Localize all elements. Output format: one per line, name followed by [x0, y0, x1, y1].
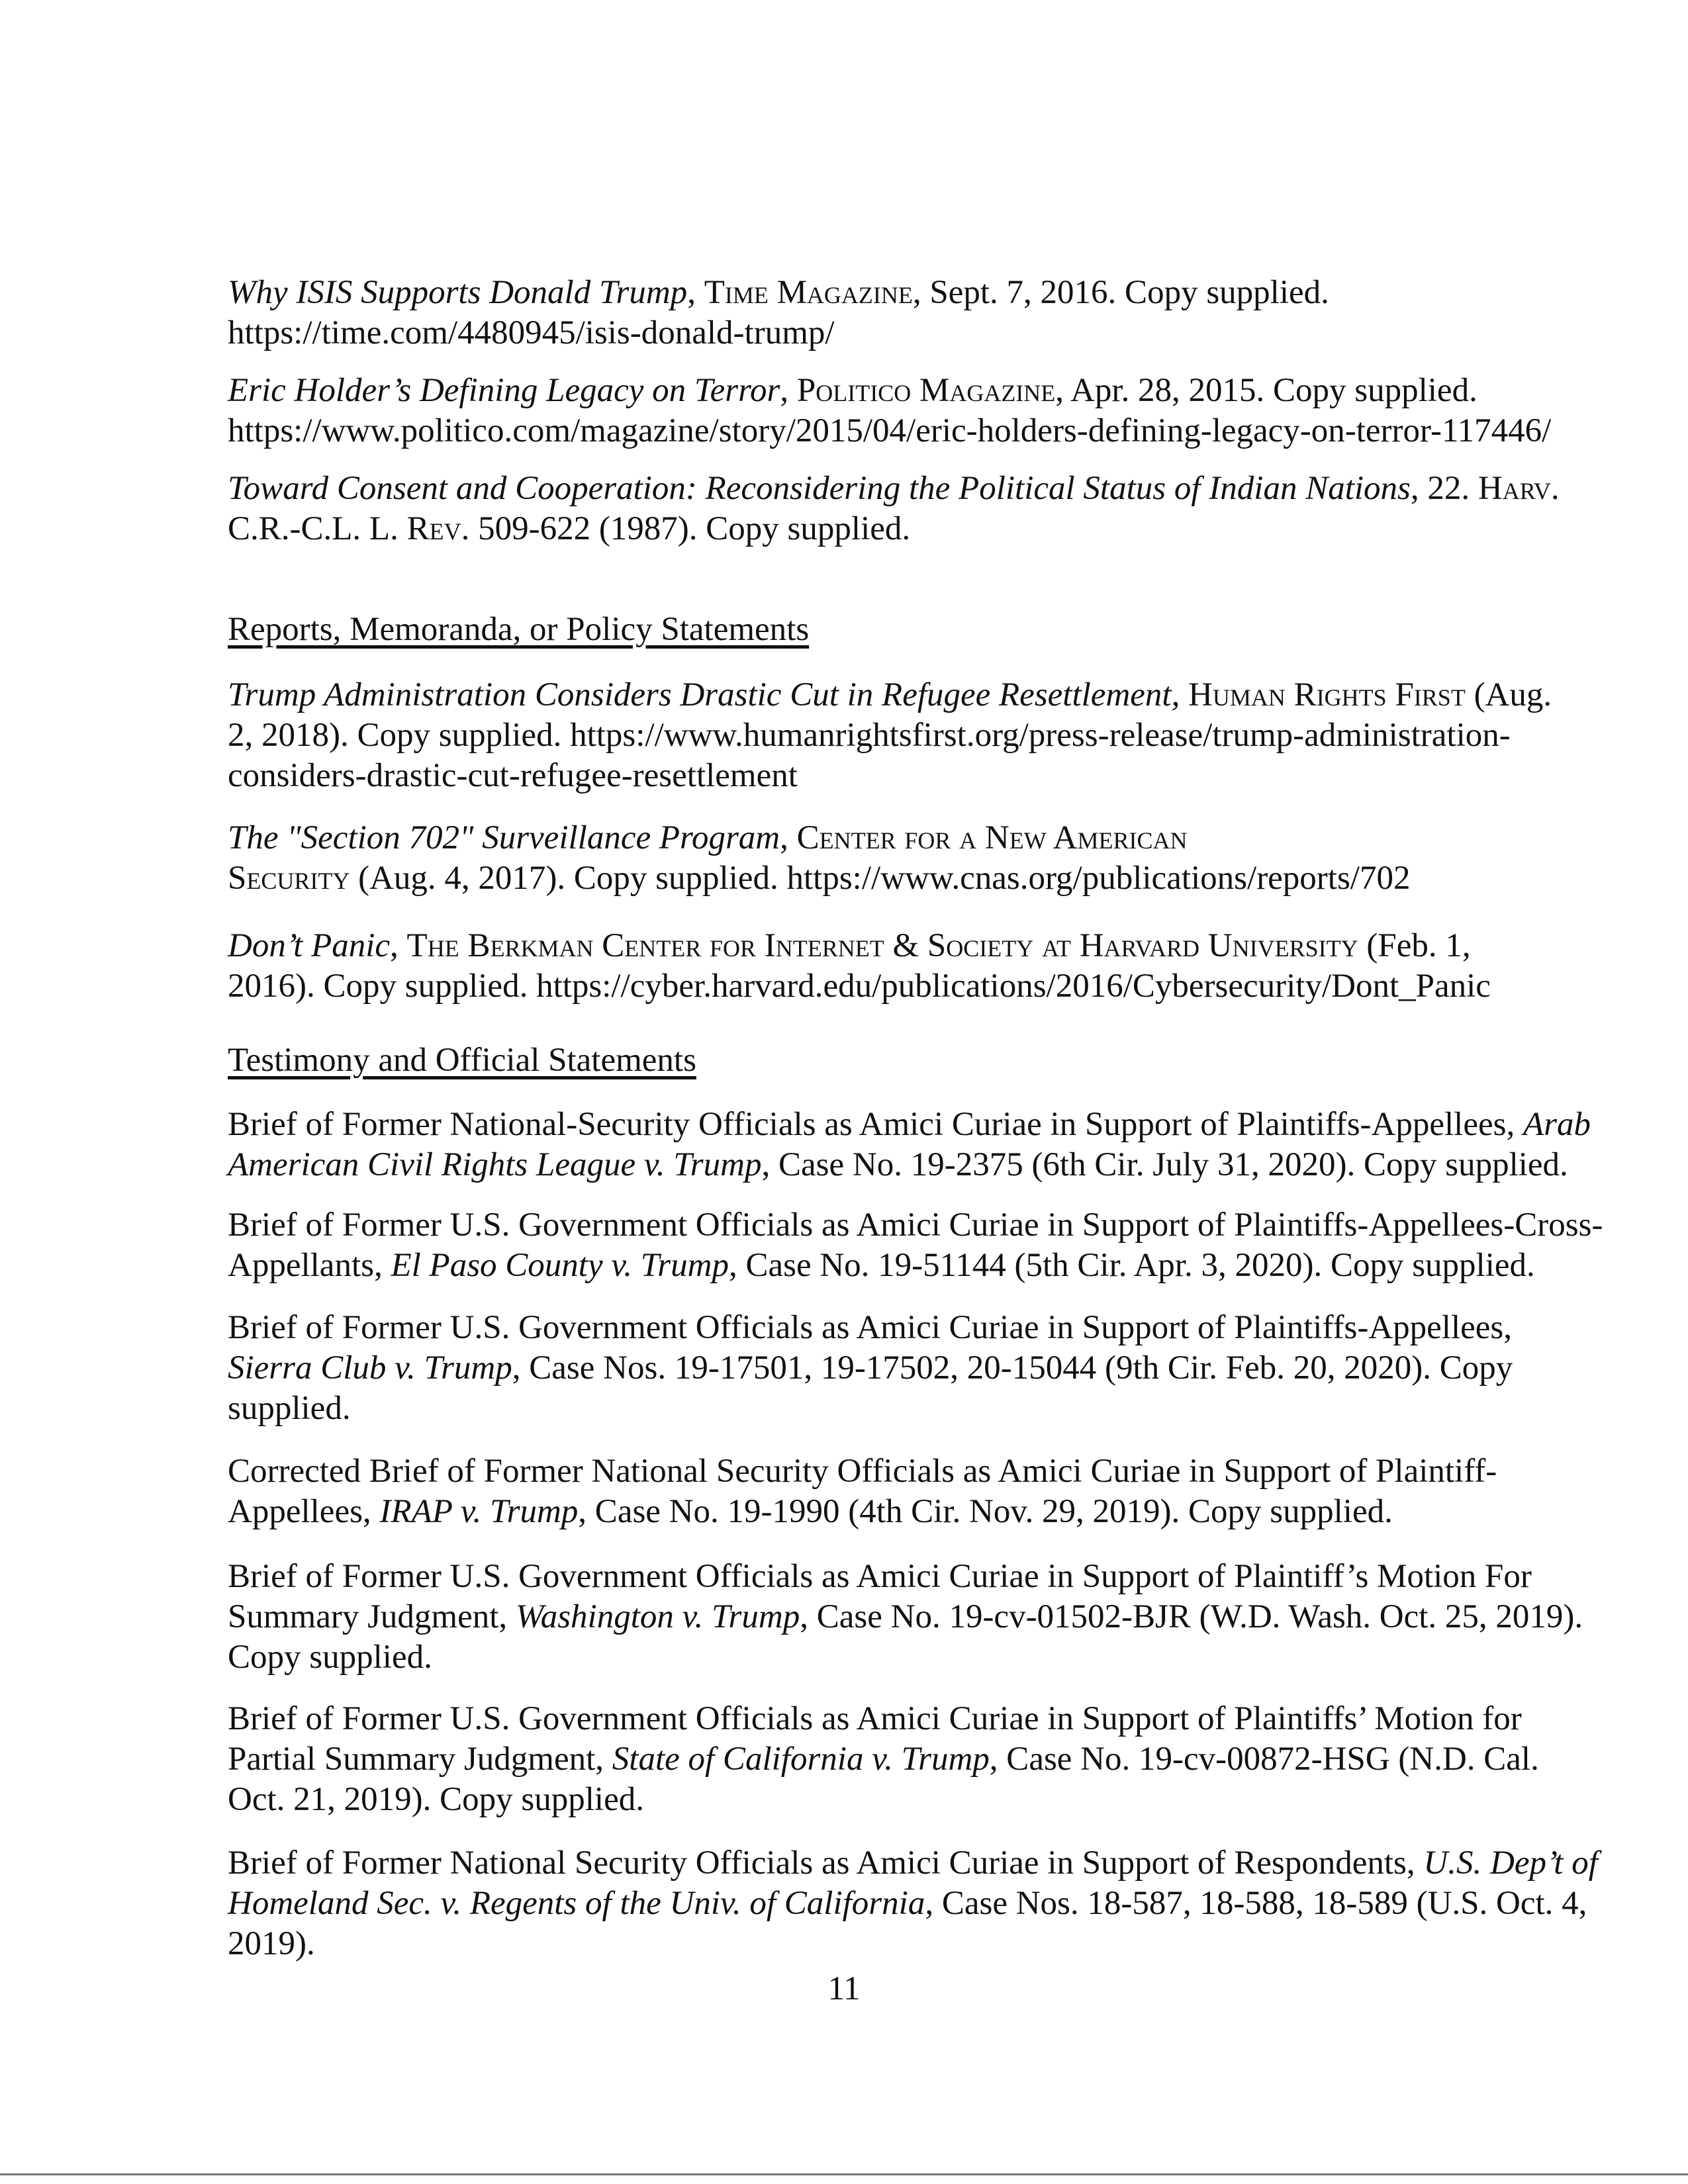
- citation-text: ,: [780, 819, 797, 856]
- citation-line: [228, 1924, 1598, 1964]
- citation-entry: [228, 675, 1552, 796]
- citation-text: , Case No. 19-1990 (4th Cir. Nov. 29, 2019). Copy supplied.: [578, 1493, 1393, 1530]
- citation-text: Brief of Former U.S. Government Officials as Amici Curiae in Support of Plaintiff’s Motion For: [228, 1558, 1532, 1595]
- citation-entry: [228, 1557, 1583, 1678]
- publisher-name: C.R.-C.L. L. Rev.: [228, 510, 470, 547]
- citation-text: 509-622 (1987). Copy supplied.: [469, 510, 911, 547]
- citation-entry: [228, 818, 1410, 899]
- citation-text: https://www.politico.com/magazine/story/2015/04/eric-holders-defining-legacy-on-terror-117446/: [228, 412, 1552, 449]
- citation-line: [228, 1843, 1598, 1884]
- citation-text: https://time.com/4480945/isis-donald-trump/: [228, 314, 835, 351]
- citation-text: ,: [780, 372, 797, 409]
- publisher-name: Harv.: [1477, 470, 1560, 507]
- citation-line: [228, 273, 1329, 313]
- citation-entry: [228, 1451, 1497, 1532]
- citation-line: [228, 1451, 1497, 1492]
- citation-text: , Case No. 19-cv-01502-BJR (W.D. Wash. Oct. 25, 2019).: [800, 1598, 1583, 1635]
- citation-line: [228, 926, 1491, 966]
- citation-line: [228, 1884, 1598, 1924]
- publisher-name: Time Magazine: [704, 274, 913, 311]
- citation-line: [228, 509, 1560, 549]
- citation-line: [228, 1492, 1497, 1532]
- italic-title: Washington v. Trump: [515, 1598, 800, 1635]
- citation-line: [228, 858, 1410, 899]
- italic-title: American Civil Rights League v. Trump: [228, 1146, 762, 1183]
- citation-entry: [228, 1308, 1513, 1429]
- citation-entry: [228, 1843, 1598, 1964]
- citation-text: (Aug.: [1465, 676, 1552, 713]
- citation-text: , 22.: [1410, 470, 1478, 507]
- citation-line: [228, 675, 1552, 715]
- citation-text: Appellants,: [228, 1247, 391, 1284]
- citation-line: [228, 1780, 1539, 1820]
- citation-text: Partial Summary Judgment,: [228, 1741, 612, 1778]
- citation-text: Copy supplied.: [228, 1639, 432, 1676]
- citation-entry: [228, 926, 1491, 1007]
- italic-title: Sierra Club v. Trump: [228, 1349, 512, 1387]
- italic-title: Toward Consent and Cooperation: Reconsidering the Political Status of Indian Nations: [228, 470, 1411, 507]
- citation-entry: [228, 469, 1560, 549]
- page-bottom-rule: [0, 2173, 1688, 2175]
- citation-text: Appellees,: [228, 1493, 380, 1530]
- italic-title: U.S. Dep’t of: [1423, 1844, 1598, 1882]
- citation-line: [228, 1637, 1583, 1678]
- publisher-name: Center for a New American: [796, 819, 1188, 856]
- citation-text: Summary Judgment,: [228, 1598, 516, 1635]
- citation-line: [228, 1739, 1539, 1780]
- italic-title: Eric Holder’s Defining Legacy on Terror: [228, 372, 780, 409]
- citation-text: ,: [390, 927, 407, 964]
- citation-line: [228, 1348, 1513, 1388]
- italic-title: Homeland Sec. v. Regents of the Univ. of California: [228, 1885, 925, 1922]
- citation-text: , Apr. 28, 2015. Copy supplied.: [1055, 372, 1477, 409]
- citation-line: [228, 1246, 1603, 1286]
- citation-text: (Aug. 4, 2017). Copy supplied. https://www.cnas.org/publications/reports/702: [350, 860, 1411, 897]
- citation-line: [228, 1105, 1591, 1145]
- citation-entry: [228, 1205, 1603, 1286]
- citation-text: 2019).: [228, 1925, 315, 1962]
- citation-text: 2016). Copy supplied. https://cyber.harvard.edu/publications/2016/Cybersecurity/Dont_Panic: [228, 968, 1491, 1005]
- italic-title: IRAP v. Trump: [379, 1493, 579, 1530]
- citation-text: Brief of Former U.S. Government Officials as Amici Curiae in Support of Plaintiffs’ Motion for: [228, 1700, 1522, 1737]
- citation-text: Brief of Former U.S. Government Officials as Amici Curiae in Support of Plaintiffs-Appellees-Cross-: [228, 1206, 1603, 1244]
- publisher-name: Politico Magazine: [796, 372, 1056, 409]
- italic-title: Don’t Panic: [228, 927, 391, 964]
- citation-text: , Case No. 19-51144 (5th Cir. Apr. 3, 2020). Copy supplied.: [728, 1247, 1535, 1284]
- page-number: 11: [827, 1970, 861, 2007]
- citation-line: [228, 469, 1560, 509]
- citation-line: [228, 1145, 1591, 1185]
- citation-text: , Case No. 19-cv-00872-HSG (N.D. Cal.: [989, 1741, 1539, 1778]
- citation-line: [228, 966, 1491, 1007]
- citation-text: Brief of Former U.S. Government Officials as Amici Curiae in Support of Plaintiffs-Appellees,: [228, 1309, 1513, 1346]
- citation-text: [1180, 676, 1188, 713]
- italic-title: Why ISIS Supports Donald Trump: [228, 274, 688, 311]
- citation-line: [228, 756, 1552, 796]
- citation-entry: [228, 371, 1551, 451]
- publisher-name: The Berkman Center for Internet & Society at Harvard University: [406, 927, 1358, 964]
- citation-line: [228, 1388, 1513, 1429]
- citation-entry: [228, 273, 1329, 353]
- italic-title: Arab: [1523, 1106, 1591, 1143]
- citation-text: Brief of Former National-Security Officials as Amici Curiae in Support of Plaintiffs-Appellees,: [228, 1106, 1523, 1143]
- citation-text: , Case Nos. 19-17501, 19-17502, 20-15044 (9th Cir. Feb. 20, 2020). Copy: [512, 1349, 1513, 1387]
- italic-title: The "Section 702" Surveillance Program: [228, 819, 780, 856]
- section-heading: Testimony and Official Statements: [228, 1042, 696, 1079]
- citation-entry: [228, 1105, 1591, 1185]
- citation-text: Oct. 21, 2019). Copy supplied.: [228, 1781, 644, 1818]
- publisher-name: Security: [228, 860, 350, 897]
- citation-line: [228, 371, 1551, 411]
- citation-line: [228, 313, 1329, 353]
- citation-text: , Case No. 19-2375 (6th Cir. July 31, 2020). Copy supplied.: [761, 1146, 1568, 1183]
- citation-line: [228, 1557, 1583, 1597]
- section-heading: Reports, Memoranda, or Policy Statements: [228, 611, 810, 648]
- citation-line: [228, 715, 1552, 756]
- citation-line: [228, 1308, 1513, 1348]
- citation-text: considers-drastic-cut-refugee-resettlement: [228, 757, 798, 794]
- citation-line: [228, 411, 1551, 451]
- publisher-name: Human Rights First: [1188, 676, 1466, 713]
- citation-text: supplied.: [228, 1390, 351, 1427]
- citation-text: , Case Nos. 18-587, 18-588, 18-589 (U.S. Oct. 4,: [925, 1885, 1587, 1922]
- italic-title: Trump Administration Considers Drastic Cut in Refugee Resettlement,: [228, 676, 1180, 713]
- citation-text: ,: [687, 274, 704, 311]
- italic-title: State of California v. Trump: [612, 1741, 990, 1778]
- citation-text: 2, 2018). Copy supplied. https://www.humanrightsfirst.org/press-release/trump-administration-: [228, 717, 1511, 754]
- citation-text: , Sept. 7, 2016. Copy supplied.: [912, 274, 1329, 311]
- citation-line: [228, 1699, 1539, 1739]
- citation-text: (Feb. 1,: [1358, 927, 1471, 964]
- citation-line: [228, 818, 1410, 858]
- citation-line: [228, 1205, 1603, 1246]
- citation-line: [228, 1597, 1583, 1637]
- italic-title: El Paso County v. Trump: [391, 1247, 729, 1284]
- citation-text: Corrected Brief of Former National Security Officials as Amici Curiae in Support of Plaintiff-: [228, 1453, 1497, 1490]
- citation-text: Brief of Former National Security Officials as Amici Curiae in Support of Respondents,: [228, 1844, 1424, 1882]
- citation-entry: [228, 1699, 1539, 1820]
